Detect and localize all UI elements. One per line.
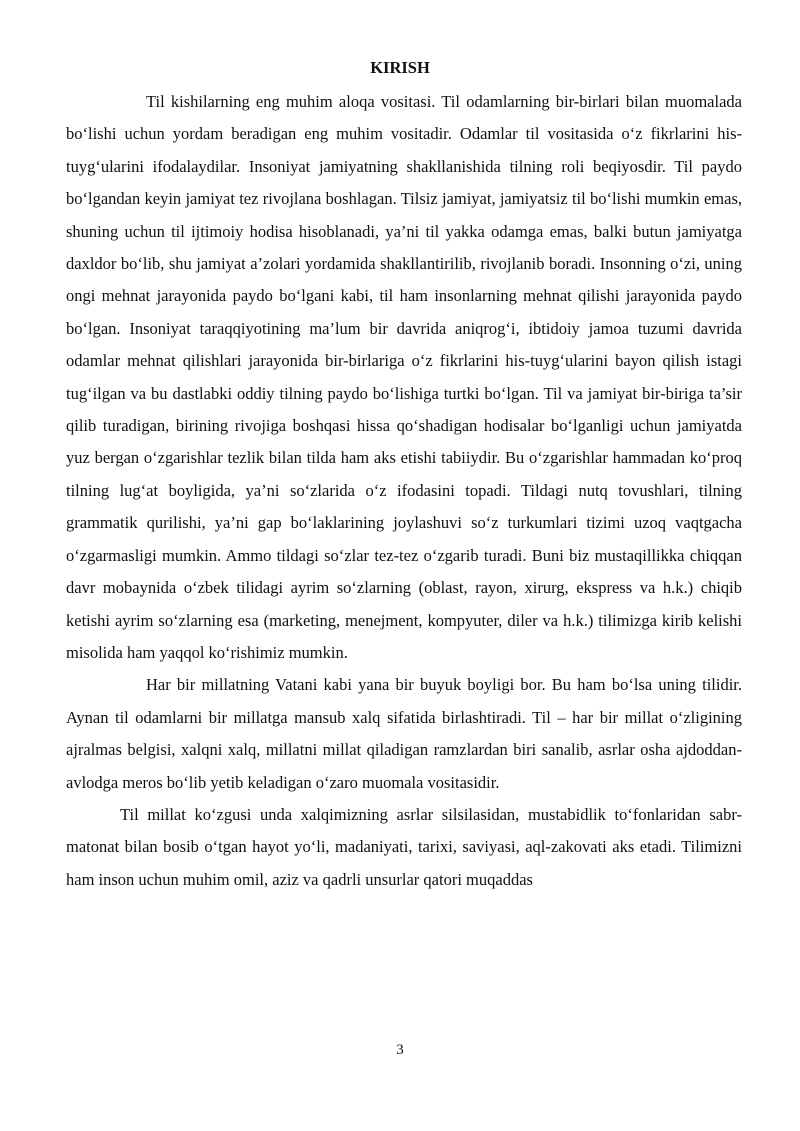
document-body <box>66 86 742 896</box>
paragraph-1: Til kishilarning eng muhim aloqa vositasi. Til odamlarning bir-birlari bilan muomalada bo‘lishi uchun yordam beradigan eng muhim vositadir. Odamlar til vositasida o‘z fikrlarini his-tuyg‘ularini ifodalaydilar. Insoniyat jamiyatning shakllanishida tilning roli beqiyosdir. Til paydo bo‘lgandan keyin jamiyat tez rivojlana boshlagan. Tilsiz jamiyat, jamiyatsiz til bo‘lishi mumkin emas, shuning uchun til ijtimoiy hodisa hisoblanadi, ya’ni til yakka odamga emas, balki butun jamiyatga daxldor bo‘lib, shu jamiyat a’zolari yordamida shakllantirilib, rivojlanib boradi. Insonning o‘zi, uning ongi mehnat jarayonida paydo bo‘lgani kabi, til ham insonlarning mehnat qilishi jarayonida paydo bo‘lgan. Insoniyat taraqqiyotining ma’lum bir davrida aniqrog‘i, ibtidoiy jamoa tuzumi davrida odamlar mehnat qilishlari jarayonida bir-birlariga o‘z fikrlarini his-tuyg‘ularini bayon qilish istagi tug‘ilgan va bu dastlabki oddiy tilning paydo bo‘lishiga turtki bo‘lgan. Til va jamiyat bir-biriga ta’sir qilib turadigan, birining rivojiga boshqasi hissa qo‘shadigan hodisalar bo‘lganligi uchun jamiyatda yuz bergan o‘zgarishlar tezlik bilan tilda ham aks etishi tabiiydir. Bu o‘zgarishlar hammadan ko‘proq tilning lug‘at boyligida, ya’ni so‘zlarida o‘z ifodasini topadi. Tildagi nutq tovushlari, tilning grammatik qurilishi, ya’ni gap bo‘laklarining joylashuvi so‘z turkumlari tizimi uzoq vaqtgacha o‘zgarmasligi mumkin. Ammo tildagi so‘zlar tez-tez o‘zgarib turadi. Buni biz mustaqillikka chiqqan davr mobaynida o‘zbek tilidagi ayrim so‘zlarning (oblast, rayon, xirurg, ekspress va h.k.) chiqib ketishi ayrim so‘zlarning esa (marketing, menejment, kompyuter, diler va h.k.) tilimizga kirib kelishi misolida ham yaqqol ko‘rishimiz mumkin. <box>66 92 742 662</box>
page-number: 3 <box>396 1042 404 1058</box>
paragraph-3: Til millat ko‘zgusi unda xalqimizning asrlar silsilasidan, mustabidlik to‘fonlaridan sabr-matonat bilan bosib o‘tgan hayot yo‘li, madaniyati, tarixi, saviyasi, aql-zakovati aks etadi. Tilimizni ham inson uchun muhim omil, aziz va qadrli unsurlar qatori muqaddas <box>66 804 742 889</box>
section-title: KIRISH <box>370 58 430 77</box>
paragraph-2: Har bir millatning Vatani kabi yana bir buyuk boyligi bor. Bu ham bo‘lsa uning tilidir. Aynan til odamlarni bir millatga mansub xalq sifatida birlashtiradi. Til – har bir millat o‘zligining ajralmas belgisi, xalqni xalq, millatni millat qiladigan ramzlardan biri sanalib, asrlar osha ajdoddan-avlodga meros bo‘lib yetib keladigan o‘zaro muomala vositasidir. <box>66 675 742 792</box>
